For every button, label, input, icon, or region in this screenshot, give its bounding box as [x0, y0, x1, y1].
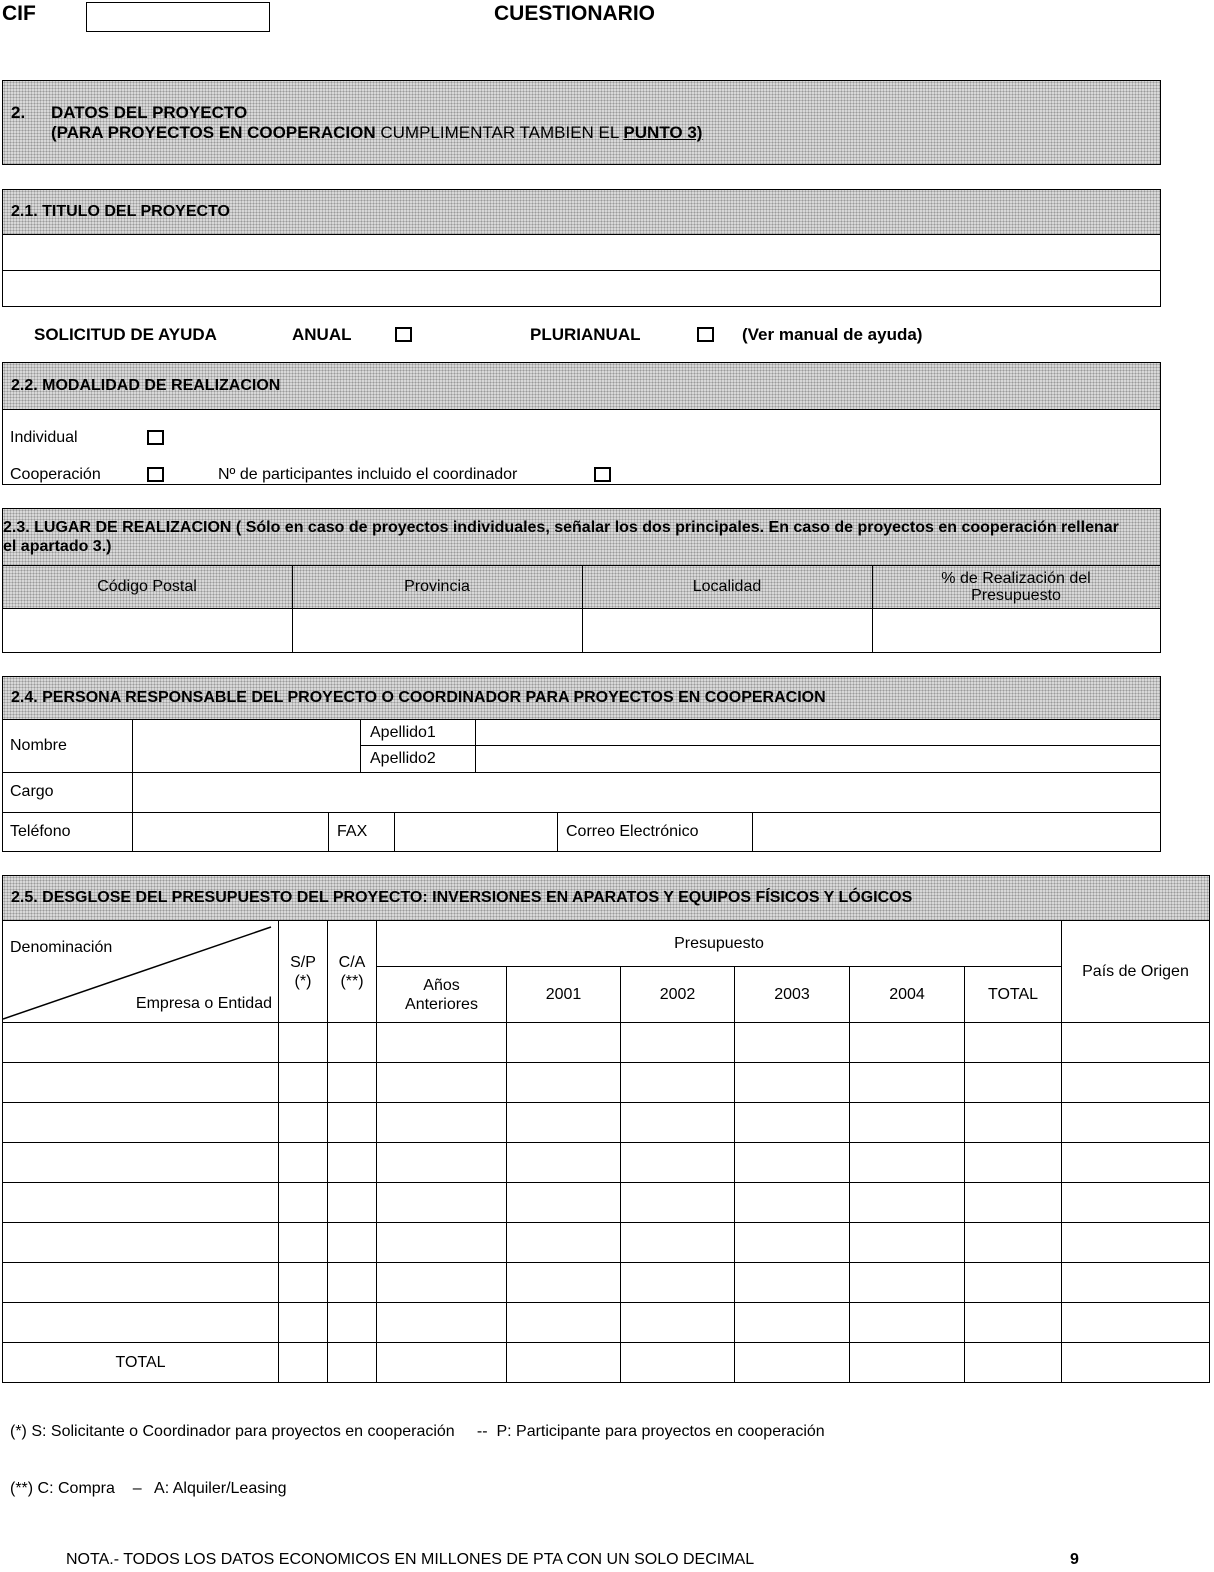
apellido1-cell	[361, 720, 476, 746]
table-cell[interactable]	[850, 1103, 965, 1143]
total-col-header: TOTAL	[965, 967, 1062, 1023]
table-cell[interactable]	[377, 1103, 507, 1143]
section-2-2-title: 2.2. MODALIDAD DE REALIZACION	[11, 377, 281, 394]
anteriores-label: Anteriores	[405, 995, 478, 1013]
codigo-postal-input[interactable]	[2, 609, 292, 653]
nombre-input[interactable]	[133, 720, 361, 773]
lugar-table	[2, 565, 1161, 653]
cooperacion-checkbox[interactable]	[147, 467, 164, 482]
table-cell[interactable]	[965, 1183, 1062, 1223]
table-cell[interactable]	[850, 1263, 965, 1303]
ca-note: (**)	[340, 972, 364, 990]
table-cell[interactable]	[279, 1303, 328, 1343]
col-localidad: Localidad	[582, 566, 872, 609]
sp-note: (*)	[294, 972, 312, 990]
table-cell[interactable]	[735, 1103, 850, 1143]
table-cell[interactable]	[1062, 1143, 1210, 1183]
table-cell[interactable]	[507, 1303, 621, 1343]
subtitle-part1: (PARA PROYECTOS EN COOPERACION	[51, 123, 376, 142]
table-cell[interactable]	[377, 1023, 507, 1063]
table-cell[interactable]	[1062, 1303, 1210, 1343]
table-cell[interactable]	[377, 1183, 507, 1223]
table-row	[3, 1103, 1210, 1143]
sp-label: S/P	[290, 953, 316, 971]
anual-label: ANUAL	[292, 325, 352, 344]
table-row	[3, 1223, 1210, 1263]
cooperacion-label: Cooperación	[10, 466, 101, 483]
table-cell[interactable]	[965, 1263, 1062, 1303]
table-row	[3, 1063, 1210, 1103]
table-cell[interactable]	[328, 1223, 377, 1263]
total-row-label: TOTAL	[3, 1343, 279, 1383]
table-cell[interactable]	[965, 1303, 1062, 1343]
table-cell[interactable]	[377, 1263, 507, 1303]
participantes-label: Nº de participantes incluido el coordinador	[218, 466, 518, 483]
telefono-label: Teléfono	[10, 823, 71, 840]
nombre-label: Nombre	[10, 737, 67, 754]
table-cell[interactable]	[1062, 1023, 1210, 1063]
table-cell[interactable]	[507, 1183, 621, 1223]
section-2-3-header	[3, 509, 1160, 566]
table-cell[interactable]	[377, 1343, 507, 1383]
table-row	[3, 1023, 1210, 1063]
section-2-1	[2, 189, 1161, 307]
section-2-4-title: 2.4. PERSONA RESPONSABLE DEL PROYECTO O COORDINADOR PARA PROYECTOS EN COOPERACION	[11, 689, 826, 706]
table-cell[interactable]	[3, 1023, 279, 1063]
table-cell[interactable]	[850, 1343, 965, 1383]
table-row	[3, 1303, 1210, 1343]
year-2003-header: 2003	[735, 967, 850, 1023]
table-cell[interactable]	[279, 1143, 328, 1183]
footnote-1: (*) S: Solicitante o Coordinador para proyectos en cooperación -- P: Participante para proyectos en cooperación	[10, 1423, 825, 1440]
sp-cell	[279, 921, 328, 1023]
pais-header: País de Origen	[1062, 921, 1210, 1023]
table-cell[interactable]	[328, 1103, 377, 1143]
table-cell[interactable]	[328, 1063, 377, 1103]
table-cell[interactable]	[735, 1343, 850, 1383]
col-codigo-postal: Código Postal	[2, 566, 292, 609]
apellido1-label: Apellido1	[370, 724, 436, 741]
table-cell[interactable]	[965, 1343, 1062, 1383]
table-cell[interactable]	[735, 1303, 850, 1343]
participantes-box[interactable]	[594, 467, 611, 482]
section-2-title: DATOS DEL PROYECTO	[51, 103, 248, 122]
presupuesto-header: Presupuesto	[377, 921, 1062, 967]
apellido1-input[interactable]	[476, 720, 1160, 746]
cif-label: CIF	[2, 2, 36, 25]
individual-label: Individual	[10, 429, 78, 446]
table-cell[interactable]	[328, 1343, 377, 1383]
table-cell[interactable]	[621, 1183, 735, 1223]
section-2-4	[2, 676, 1161, 852]
table-cell[interactable]	[621, 1063, 735, 1103]
section-2-2-header	[3, 363, 1160, 410]
section-2-2	[2, 362, 1161, 485]
table-cell[interactable]	[3, 1303, 279, 1343]
anos-label: Años	[423, 976, 460, 994]
subtitle-part2: CUMPLIMENTAR TAMBIEN EL	[375, 123, 624, 142]
cargo-cell	[3, 773, 133, 813]
table-cell[interactable]	[3, 1223, 279, 1263]
table-cell[interactable]	[735, 1023, 850, 1063]
table-cell[interactable]	[507, 1143, 621, 1183]
table-cell[interactable]	[279, 1263, 328, 1303]
individual-checkbox[interactable]	[147, 430, 164, 445]
table-cell[interactable]	[621, 1223, 735, 1263]
table-cell[interactable]	[507, 1263, 621, 1303]
table-cell[interactable]	[735, 1263, 850, 1303]
table-cell[interactable]	[1062, 1263, 1210, 1303]
page-number: 9	[1070, 1551, 1079, 1568]
table-cell[interactable]	[377, 1063, 507, 1103]
table-cell[interactable]	[3, 1183, 279, 1223]
section-2-5-title: 2.5. DESGLOSE DEL PRESUPUESTO DEL PROYECTO: INVERSIONES EN APARATOS Y EQUIPOS FÍSICOS Y LÓGICOS	[11, 889, 913, 906]
table-cell[interactable]	[507, 1103, 621, 1143]
table-cell[interactable]	[507, 1343, 621, 1383]
fax-cell	[329, 813, 395, 851]
telefono-cell	[3, 813, 133, 851]
year-2002-header: 2002	[621, 967, 735, 1023]
nombre-cell	[3, 720, 133, 773]
table-cell[interactable]	[1062, 1103, 1210, 1143]
project-title-line-1[interactable]	[3, 235, 1160, 271]
table-cell[interactable]	[850, 1223, 965, 1263]
table-cell[interactable]	[965, 1023, 1062, 1063]
table-cell[interactable]	[621, 1263, 735, 1303]
porcentaje-input[interactable]	[872, 609, 1160, 653]
col-porcentaje: % de Realización del Presupuesto	[872, 566, 1160, 609]
localidad-input[interactable]	[582, 609, 872, 653]
ca-cell	[328, 921, 377, 1023]
table-cell[interactable]	[328, 1303, 377, 1343]
table-cell[interactable]	[328, 1143, 377, 1183]
cif-input[interactable]	[86, 2, 270, 32]
year-2001-header: 2001	[507, 967, 621, 1023]
table-cell[interactable]	[3, 1263, 279, 1303]
apellido2-cell	[361, 746, 476, 773]
table-cell[interactable]	[279, 1183, 328, 1223]
cargo-label: Cargo	[10, 783, 54, 800]
footnotes	[10, 1384, 825, 1517]
table-cell[interactable]	[1062, 1183, 1210, 1223]
table-cell[interactable]	[965, 1103, 1062, 1143]
denominacion-cell	[3, 921, 279, 1023]
correo-input[interactable]	[753, 813, 1160, 851]
table-cell[interactable]	[279, 1223, 328, 1263]
section-2-1-title: 2.1. TITULO DEL PROYECTO	[11, 203, 230, 220]
table-cell[interactable]	[735, 1143, 850, 1183]
provincia-input[interactable]	[292, 609, 582, 653]
plurianual-label: PLURIANUAL	[530, 325, 641, 344]
table-cell[interactable]	[621, 1303, 735, 1343]
ca-label: C/A	[338, 953, 366, 971]
table-cell[interactable]	[965, 1063, 1062, 1103]
table-cell[interactable]	[621, 1103, 735, 1143]
table-cell[interactable]	[328, 1183, 377, 1223]
section-2-header	[2, 80, 1161, 165]
table-cell[interactable]	[735, 1183, 850, 1223]
table-row	[3, 1143, 1210, 1183]
table-cell[interactable]	[377, 1303, 507, 1343]
table-cell[interactable]	[377, 1223, 507, 1263]
table-cell[interactable]	[507, 1023, 621, 1063]
table-cell[interactable]	[850, 1063, 965, 1103]
fax-input[interactable]	[395, 813, 558, 851]
table-cell[interactable]	[965, 1223, 1062, 1263]
section-2-4-header	[3, 677, 1160, 720]
table-cell[interactable]	[507, 1223, 621, 1263]
table-cell[interactable]	[1062, 1343, 1210, 1383]
table-cell[interactable]	[279, 1063, 328, 1103]
budget-table	[2, 920, 1210, 1383]
apellido2-input[interactable]	[476, 746, 1160, 773]
denominacion-label: Denominación	[10, 939, 113, 956]
subtitle-part3: PUNTO 3)	[623, 123, 703, 142]
table-cell[interactable]	[328, 1023, 377, 1063]
table-cell[interactable]	[279, 1103, 328, 1143]
table-cell[interactable]	[3, 1143, 279, 1183]
section-2-3-title	[3, 518, 1133, 556]
table-cell[interactable]	[279, 1343, 328, 1383]
table-cell[interactable]	[328, 1263, 377, 1303]
table-cell[interactable]	[279, 1023, 328, 1063]
section-2-3	[2, 508, 1161, 653]
telefono-input[interactable]	[133, 813, 329, 851]
cargo-input[interactable]	[133, 773, 1160, 813]
table-cell[interactable]	[850, 1183, 965, 1223]
table-cell[interactable]	[507, 1063, 621, 1103]
section-2-5-header	[2, 875, 1210, 920]
footer-note: NOTA.- TODOS LOS DATOS ECONOMICOS EN MILLONES DE PTA CON UN SOLO DECIMAL	[66, 1551, 755, 1568]
table-cell[interactable]	[850, 1023, 965, 1063]
plurianual-checkbox[interactable]	[697, 327, 714, 342]
table-cell[interactable]	[621, 1143, 735, 1183]
table-row	[3, 1183, 1210, 1223]
section-2-subtitle	[51, 123, 702, 143]
table-cell[interactable]	[3, 1063, 279, 1103]
table-cell[interactable]	[621, 1023, 735, 1063]
table-cell[interactable]	[1062, 1223, 1210, 1263]
anual-checkbox[interactable]	[395, 327, 412, 342]
table-cell[interactable]	[965, 1143, 1062, 1183]
empresa-label: Empresa o Entidad	[135, 995, 272, 1012]
table-row	[3, 1263, 1210, 1303]
table-cell[interactable]	[3, 1103, 279, 1143]
page-title: CUESTIONARIO	[494, 2, 656, 25]
project-title-line-2[interactable]	[3, 271, 1160, 305]
section-2-3-title-note: ( Sólo en caso de proyectos individuales, señalar los dos principales. En caso de proyectos en cooperación rellenar el apartado 3.)	[3, 519, 1119, 555]
table-cell[interactable]	[621, 1343, 735, 1383]
section-2-number: 2.	[11, 103, 26, 122]
correo-cell	[558, 813, 753, 851]
table-cell[interactable]	[735, 1223, 850, 1263]
table-cell[interactable]	[850, 1303, 965, 1343]
correo-label: Correo Electrónico	[566, 823, 699, 840]
table-cell[interactable]	[1062, 1063, 1210, 1103]
solicitud-label: SOLICITUD DE AYUDA	[34, 325, 217, 344]
section-2-3-title-main: 2.3. LUGAR DE REALIZACION	[3, 519, 232, 536]
col-provincia: Provincia	[292, 566, 582, 609]
anos-anteriores-header	[377, 967, 507, 1023]
section-2-1-header	[3, 190, 1160, 235]
table-cell[interactable]	[850, 1143, 965, 1183]
apellido2-label: Apellido2	[370, 750, 436, 767]
footnote-2: (**) C: Compra – A: Alquiler/Leasing	[10, 1480, 287, 1497]
table-cell[interactable]	[377, 1143, 507, 1183]
total-row	[3, 1343, 1210, 1383]
table-cell[interactable]	[735, 1063, 850, 1103]
manual-note: (Ver manual de ayuda)	[742, 325, 923, 344]
fax-label: FAX	[337, 823, 368, 840]
year-2004-header: 2004	[850, 967, 965, 1023]
